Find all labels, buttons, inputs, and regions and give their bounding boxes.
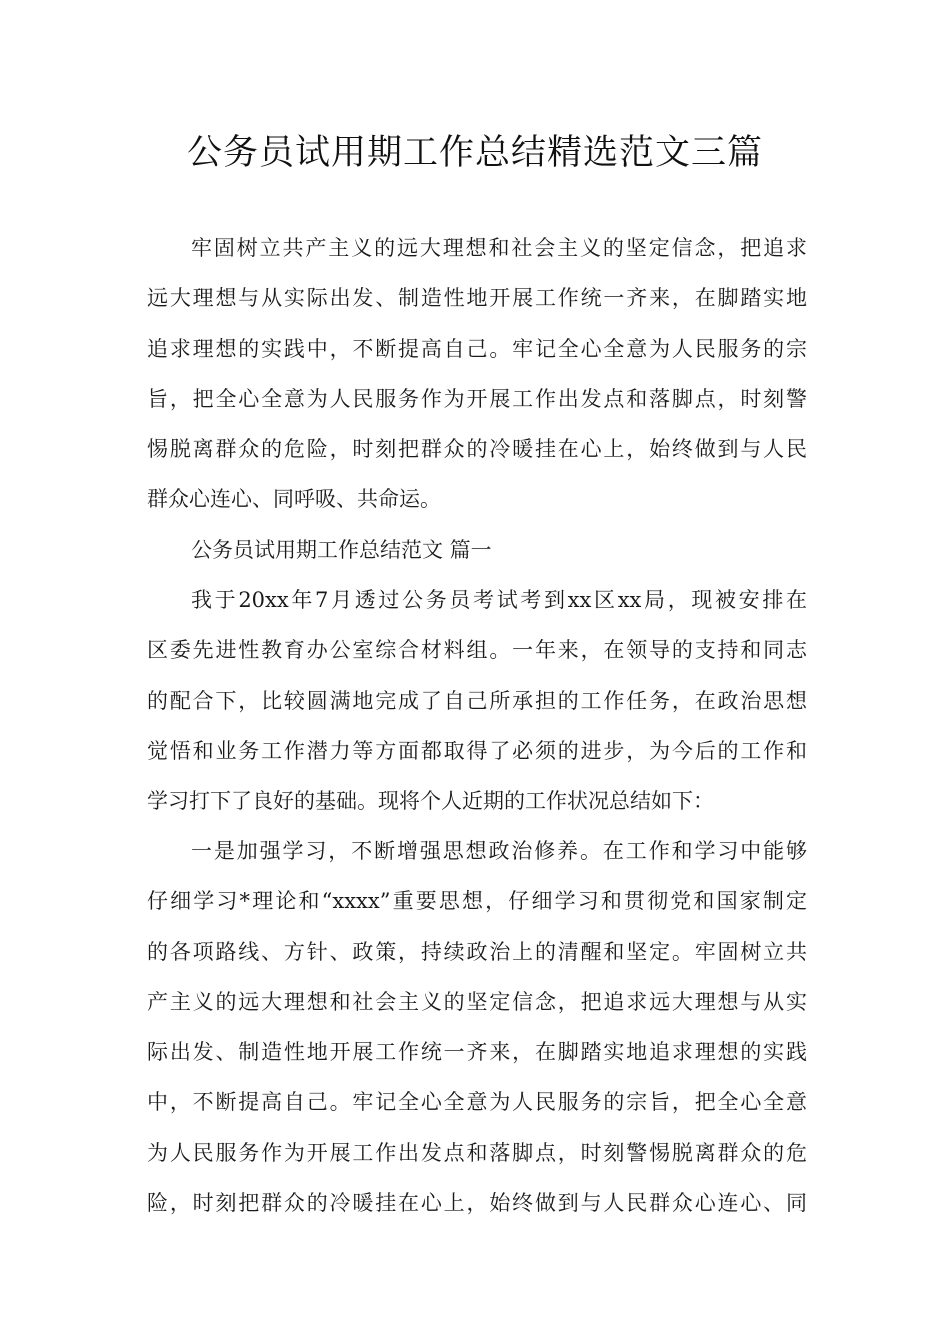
paragraph-line: 区委先进性教育办公室综合材料组。一年来，在领导的支持和同志 xyxy=(147,638,807,663)
paragraph-line: 中，不断提高自己。牢记全心全意为人民服务的宗旨，把全心全意 xyxy=(147,1090,807,1115)
paragraph-line: 觉悟和业务工作潜力等方面都取得了必须的进步，为今后的工作和 xyxy=(147,738,807,763)
paragraph-line: 的各项路线、方针、政策，持续政治上的清醒和坚定。牢固树立共 xyxy=(147,939,807,964)
paragraph-line: 为人民服务作为开展工作出发点和落脚点，时刻警惕脱离群众的危 xyxy=(147,1140,807,1165)
paragraph-two xyxy=(147,826,807,1228)
paragraph-line: 际出发、制造性地开展工作统一齐来，在脚踏实地追求理想的实践 xyxy=(147,1040,807,1065)
paragraph-line: 我于20xx年7月透过公务员考试考到xx区xx局，现被安排在 xyxy=(191,588,807,612)
paragraph-line: 产主义的远大理想和社会主义的坚定信念，把追求远大理想与从实 xyxy=(147,989,807,1014)
section-heading: 公务员试用期工作总结范文 篇一 xyxy=(191,538,492,562)
paragraph-line: 险，时刻把群众的冷暖挂在心上，始终做到与人民群众心连心、同 xyxy=(147,1191,807,1216)
intro-line: 群众心连心、同呼吸、共命运。 xyxy=(147,487,441,512)
paragraph-one xyxy=(147,575,807,826)
intro-line: 旨，把全心全意为人民服务作为开展工作出发点和落脚点，时刻警 xyxy=(147,386,807,411)
paragraph-line: 的配合下，比较圆满地完成了自己所承担的工作任务，在政治思想 xyxy=(147,688,807,713)
intro-line: 牢固树立共产主义的远大理想和社会主义的坚定信念，把追求 xyxy=(191,236,807,260)
document-title: 公务员试用期工作总结精选范文三篇 xyxy=(186,133,763,173)
paragraph-line: 学习打下了良好的基础。现将个人近期的工作状况总结如下： xyxy=(147,789,714,814)
paragraph-line: 一是加强学习，不断增强思想政治修养。在工作和学习中能够 xyxy=(191,839,807,863)
intro-paragraph xyxy=(147,223,807,525)
intro-line: 惕脱离群众的危险，时刻把群众的冷暖挂在心上，始终做到与人民 xyxy=(147,437,807,462)
intro-line: 追求理想的实践中，不断提高自己。牢记全心全意为人民服务的宗 xyxy=(147,336,807,361)
section-heading-block xyxy=(147,525,807,575)
intro-line: 远大理想与从实际出发、制造性地开展工作统一齐来，在脚踏实地 xyxy=(147,286,807,311)
paragraph-line: 仔细学习*理论和“xxxx”重要思想，仔细学习和贯彻党和国家制定 xyxy=(147,889,807,914)
